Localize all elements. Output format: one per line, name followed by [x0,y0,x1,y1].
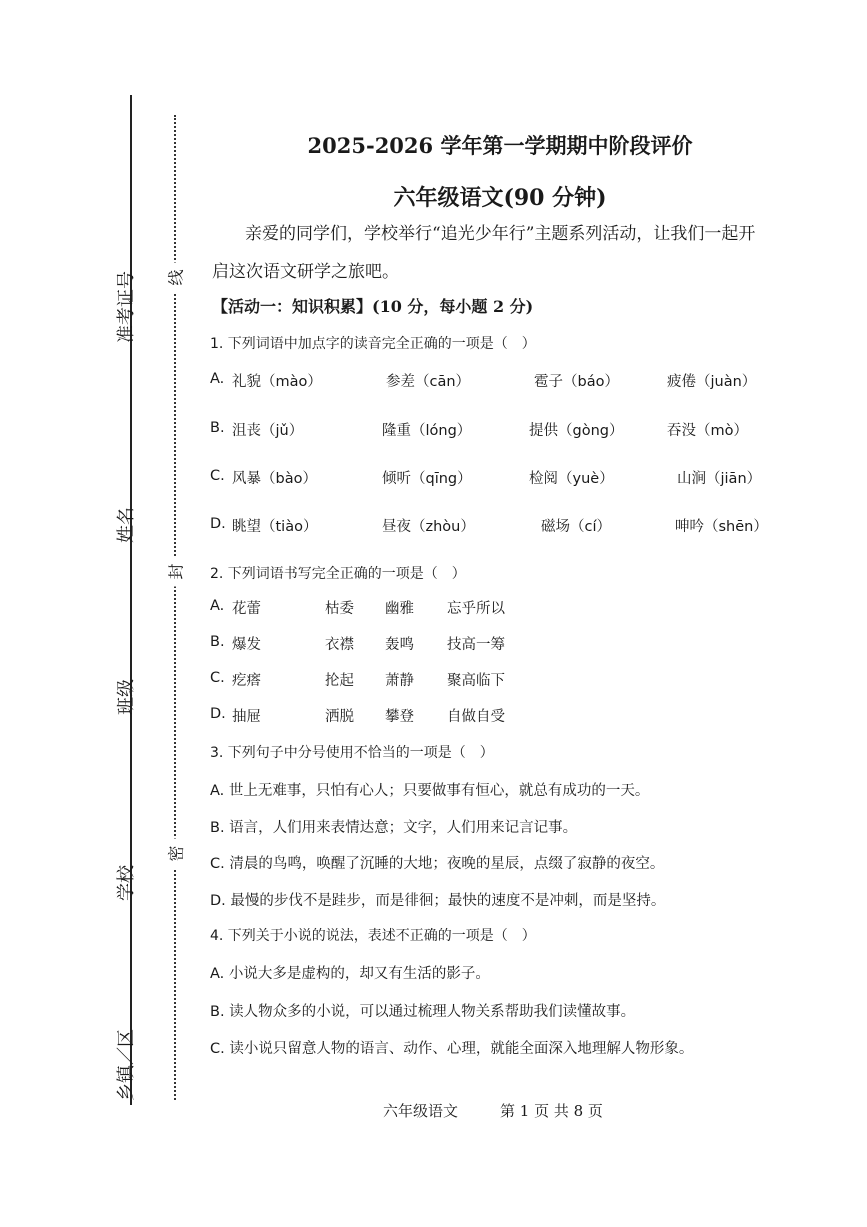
word-cell: 洒脱 [325,709,354,725]
word-cell: 风暴（bào） [232,471,317,487]
word-cell: 抽屉 [232,709,261,725]
word-cell: 疲倦（juàn） [667,374,757,390]
word-cell: 技高一筹 [447,637,505,653]
q3-option-d: D. 最慢的步伐不是跬步，而是徘徊；最快的速度不是冲刺，而是坚持。 [210,893,666,909]
word-cell: 昼夜（zhòu） [382,519,475,535]
seal-mark-secret: 密 [164,839,187,869]
q4-option-b: B. 读人物众多的小说，可以通过梳理人物关系帮助我们读懂故事。 [210,1004,636,1020]
q4-option-a: A. 小说大多是虚构的，却又有生活的影子。 [210,966,490,982]
option-letter: A. [210,371,225,387]
q2-stem: 2. 下列词语书写完全正确的一项是（ ） [210,566,466,582]
word-cell: 抡起 [325,673,354,689]
seal-mark-line: 线 [164,263,187,293]
word-cell: 检阅（yuè） [529,471,614,487]
word-cell: 爆发 [232,637,261,653]
school-label: 学校 [116,865,137,901]
q3-option-b: B. 语言，人们用来表情达意；文字，人们用来记言记事。 [210,820,578,836]
word-cell: 忘乎所以 [447,601,505,617]
q3-stem: 3. 下列句子中分号使用不恰当的一项是（ ） [210,745,494,761]
class-label: 班级 [116,679,137,715]
word-cell: 参差（cān） [386,374,471,390]
word-cell: 枯委 [325,601,354,617]
word-cell: 疙瘩 [232,673,261,689]
seal-mark-seal: 封 [164,557,187,587]
option-letter: C. [210,468,225,484]
q4-option-c: C. 读小说只留意人物的语言、动作、心理，就能全面深入地理解人物形象。 [210,1041,694,1057]
word-cell: 幽雅 [385,601,414,617]
word-cell: 提供（gòng） [529,423,624,439]
option-letter: D. [210,706,226,722]
option-letter: D. [210,516,226,532]
intro-line-2: 启这次语文研学之旅吧。 [212,262,399,282]
intro-line-1: 亲爱的同学们，学校举行“追光少年行”主题系列活动，让我们一起开 [245,224,756,244]
exam-title: 2025-2026 学年第一学期期中阶段评价 [307,133,693,158]
footer-page-number: 第 1 页 共 8 页 [500,1102,603,1120]
option-letter: C. [210,670,225,686]
name-label: 姓名 [116,507,137,543]
q4-stem: 4. 下列关于小说的说法，表述不正确的一项是（ ） [210,928,536,944]
q3-option-a: A. 世上无难事，只怕有心人；只要做事有恒心，就总有成功的一天。 [210,783,650,799]
word-cell: 轰鸣 [385,637,414,653]
binding-solid-line [130,95,132,1105]
township-label: 乡镇／区 [116,1029,137,1101]
word-cell: 呻吟（shēn） [675,519,768,535]
word-cell: 礼貌（mào） [232,374,322,390]
option-letter: B. [210,634,225,650]
word-cell: 沮丧（jǔ） [232,423,304,439]
word-cell: 雹子（báo） [534,374,619,390]
word-cell: 隆重（lóng） [382,423,472,439]
word-cell: 吞没（mò） [667,423,748,439]
word-cell: 萧静 [385,673,414,689]
option-letter: A. [210,598,225,614]
q1-stem: 1. 下列词语中加点字的读音完全正确的一项是（ ） [210,336,536,352]
word-cell: 攀登 [385,709,414,725]
word-cell: 山涧（jiān） [677,471,762,487]
section-heading: 【活动一：知识积累】(10 分，每小题 2 分) [212,297,534,316]
word-cell: 聚高临下 [447,673,505,689]
word-cell: 磁场（cí） [541,519,612,535]
option-letter: B. [210,420,225,436]
word-cell: 眺望（tiào） [232,519,318,535]
word-cell: 衣襟 [325,637,354,653]
footer-subject: 六年级语文 [383,1102,459,1120]
word-cell: 倾听（qīng） [382,471,472,487]
q3-option-c: C. 清晨的鸟鸣，唤醒了沉睡的大地；夜晚的星辰，点缀了寂静的夜空。 [210,856,665,872]
exam-number-label: 准考证号 [116,271,137,343]
word-cell: 花蕾 [232,601,261,617]
word-cell: 自做自受 [447,709,505,725]
exam-subtitle: 六年级语文(90 分钟) [393,185,607,211]
